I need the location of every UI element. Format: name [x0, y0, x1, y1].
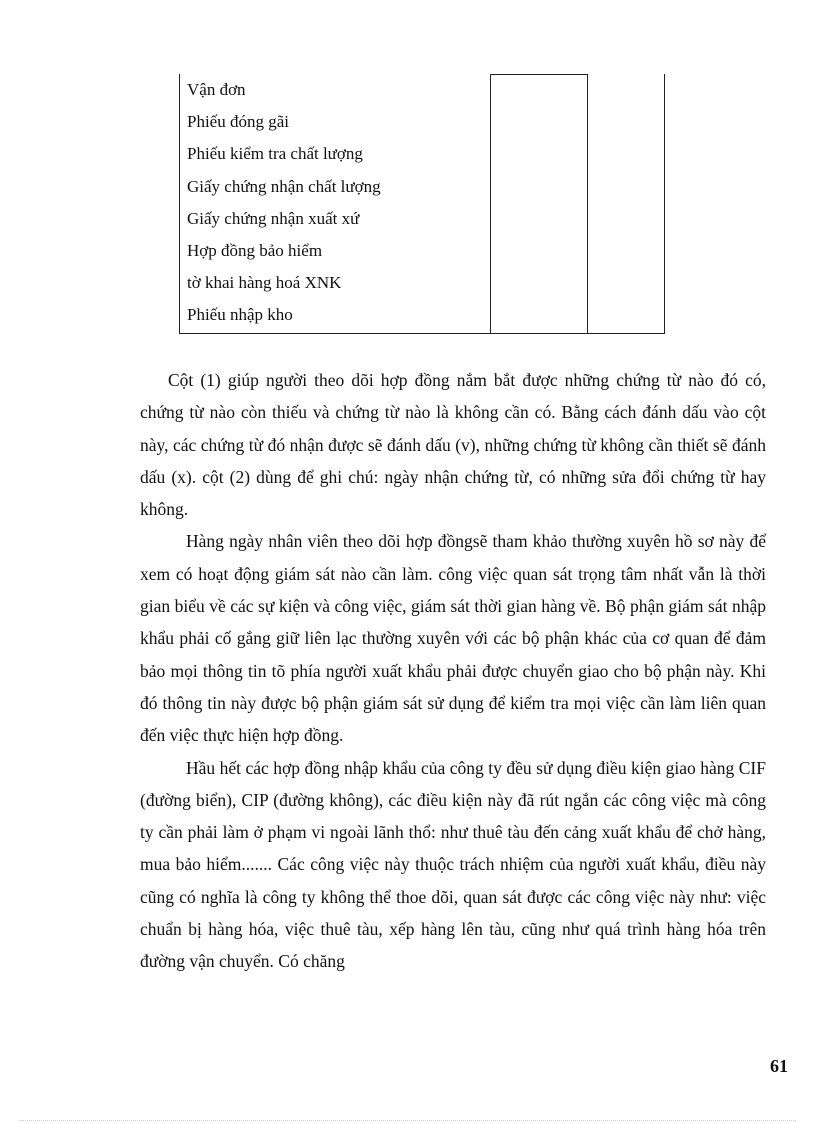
body-text — [140, 364, 766, 978]
paragraph-daily-monitoring: Hàng ngày nhân viên theo dõi hợp đồngsẽ tham khảo thường xuyên hồ sơ này để xem có hoạt động giám sát nào cần làm. công việc quan sát trọng tâm nhất vẫn là thời gian biểu về các sự kiện và công việc, giám sát thời gian hàng về. Bộ phận giám sát nhập khẩu phải cố gắng giữ liên lạc thường xuyên với các bộ phận khác của cơ quan để đảm bảo mọi thông tin tõ phía người xuất khẩu phải được chuyển giao cho bộ phận này. Khi đó thông tin này được bộ phận giám sát sử dụng để kiểm tra mọi việc cần làm liên quan đến việc thực hiện hợp đồng. — [140, 531, 766, 746]
table-row: Giấy chứng nhận xuất xứ — [187, 208, 360, 228]
table-row: tờ khai hàng hoá XNK — [187, 273, 342, 293]
table-column-divider-2 — [587, 74, 588, 333]
table-row: Hợp đồng bảo hiểm — [187, 240, 323, 260]
page-number: 61 — [770, 1056, 788, 1076]
footer-divider — [20, 1120, 796, 1121]
table-row: Giấy chứng nhận chất lượng — [187, 176, 381, 196]
table-row: Phiếu kiểm tra chất lượng — [187, 144, 363, 164]
table-column-divider-1 — [490, 74, 491, 333]
table-row: Phiếu đóng gãi — [187, 112, 289, 132]
table-column-1-top-border — [490, 74, 587, 75]
table-row: Vận đơn — [187, 80, 246, 99]
table-row: Phiếu nhập kho — [187, 305, 293, 325]
document-checklist-table — [179, 74, 665, 334]
paragraph-import-contracts: Hầu hết các hợp đồng nhập khẩu của công ty đều sử dụng điều kiện giao hàng CIF (đường biển), CIP (đường không), các điều kiện này đã rút ngắn các công việc mà công ty cần phải làm ở phạm vi ngoài lãnh thổ: như thuê tàu đến cảng xuất khẩu để chở hàng, mua bảo hiểm....... Các công việc này thuộc trách nhiệm của người xuất khẩu, điều này cũng có nghĩa là công ty không thể thoe dõi, quan sát được các công việc này như: việc chuẩn bị hàng hóa, việc thuê tàu, xếp hàng lên tàu, cũng như quá trình hàng hóa trên đường vận chuyển. Có chăng — [140, 757, 766, 972]
paragraph-column-explanation: Cột (1) giúp người theo dõi hợp đồng nắm bắt được những chứng từ nào đó có, chứng từ nào còn thiếu và chứng từ nào là không cần có. Bằng cách đánh dấu vào cột này, các chứng từ đó nhận được sẽ đánh dấu (v), những chứng từ không cần thiết sẽ đánh dấu (x). cột (2) dùng để ghi chú: ngày nhận chứng từ, có những sửa đổi chứng từ hay không. — [140, 370, 766, 520]
document-list — [187, 77, 381, 335]
